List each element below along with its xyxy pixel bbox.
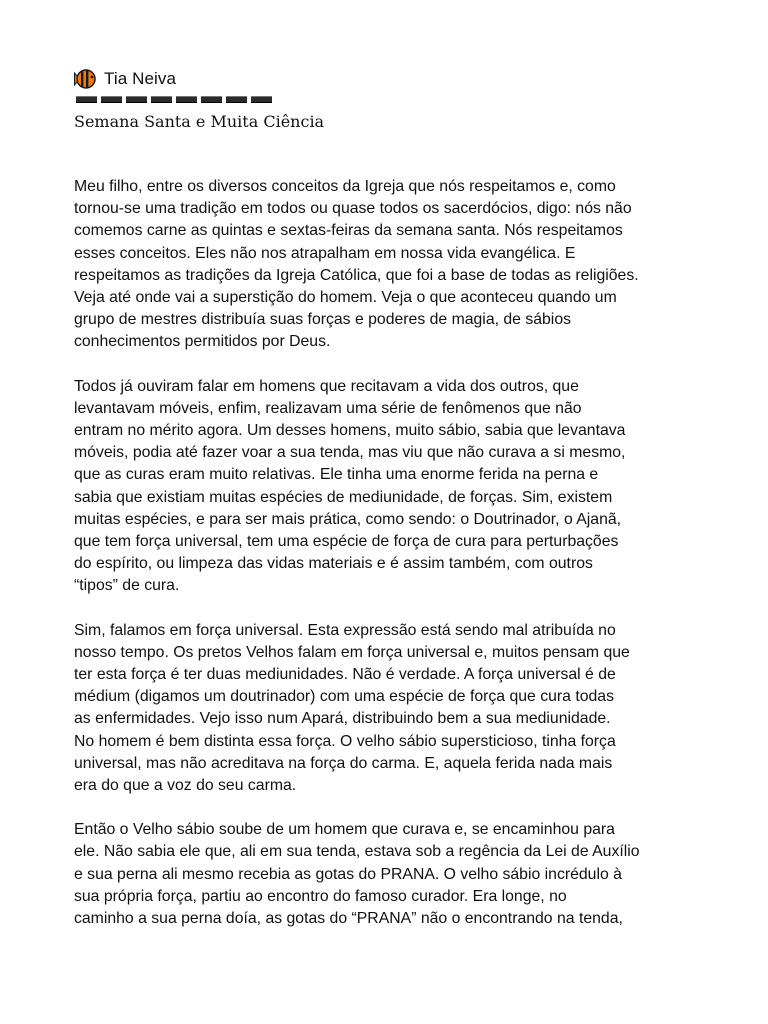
paragraph-4: Então o Velho sábio soube de um homem que curava e, se encaminhou para ele. Não sabia ele que, ali em sua tenda, estava sob a regência da Lei de Auxílio e sua perna ali mesmo recebia as gotas do PRANA. O velho sábio incrédulo à sua própria força, partiu ao encontro do famoso curador. Era longe, no caminho a sua perna doía, as gotas do “PRANA” não o encontrando na tenda, [74, 821, 640, 928]
fish-icon [74, 67, 98, 91]
author-name: Tia Neiva [104, 69, 177, 88]
document-header [74, 66, 374, 131]
author-row [74, 66, 374, 92]
document-title: Semana Santa e Muita Ciência [74, 112, 325, 131]
paragraph-3: Sim, falamos em força universal. Esta expressão está sendo mal atribuída no nosso tempo. Os pretos Velhos falam em força universal e, muitos pensam que ter esta força é ter duas mediunidades. Não é verdade. A força universal é de médium (digamos um doutrinador) com uma espécie de força que cura todas as enfermidades. Vejo isso num Apará, distribuindo bem a sua mediunidade. No homem é bem distinta essa força. O velho sábio supersticioso, tinha força universal, mas não acreditava na força do carma. E, aquela ferida nada mais era do que a voz do seu carma. [74, 621, 630, 795]
paragraph-2: Todos já ouviram falar em homens que recitavam a vida dos outros, que levantavam móveis, enfim, realizavam uma série de fenômenos que não entram no mérito agora. Um desses homens, muito sábio, sabia que levantava móveis, podia até fazer voar a sua tenda, mas viu que não curava a si mesmo, que as curas eram muito relativas. Ele tinha uma enorme ferida na perna e sabia que existiam muitas espécies de mediunidade, de forças. Sim, existem muitas espécies, e para ser mais prática, como sendo: o Doutrinador, o Ajanã, que tem força universal, tem uma espécie de força de cura para perturbações do espírito, ou limpeza das vidas materiais e é assim também, com outros “tipos” de cura. [74, 377, 626, 595]
document-body [74, 176, 704, 952]
paragraph-1: Meu filho, entre os diversos conceitos da Igreja que nós respeitamos e, como tornou-se uma tradição em todos ou quase todos os sacerdócios, digo: nós não comemos carne as quintas e sextas-feiras da semana santa. Nós respeitamos esses conceitos. Eles não nos atrapalham em nossa vida evangélica. E respeitamos as tradições da Igreja Católica, que foi a base de todas as religiões. Veja até onde vai a superstição do homem. Veja o que aconteceu quando um grupo de mestres distribuía suas forças e poderes de magia, de sábios conhecimentos permitidos por Deus. [74, 178, 639, 351]
header-divider [76, 96, 374, 103]
